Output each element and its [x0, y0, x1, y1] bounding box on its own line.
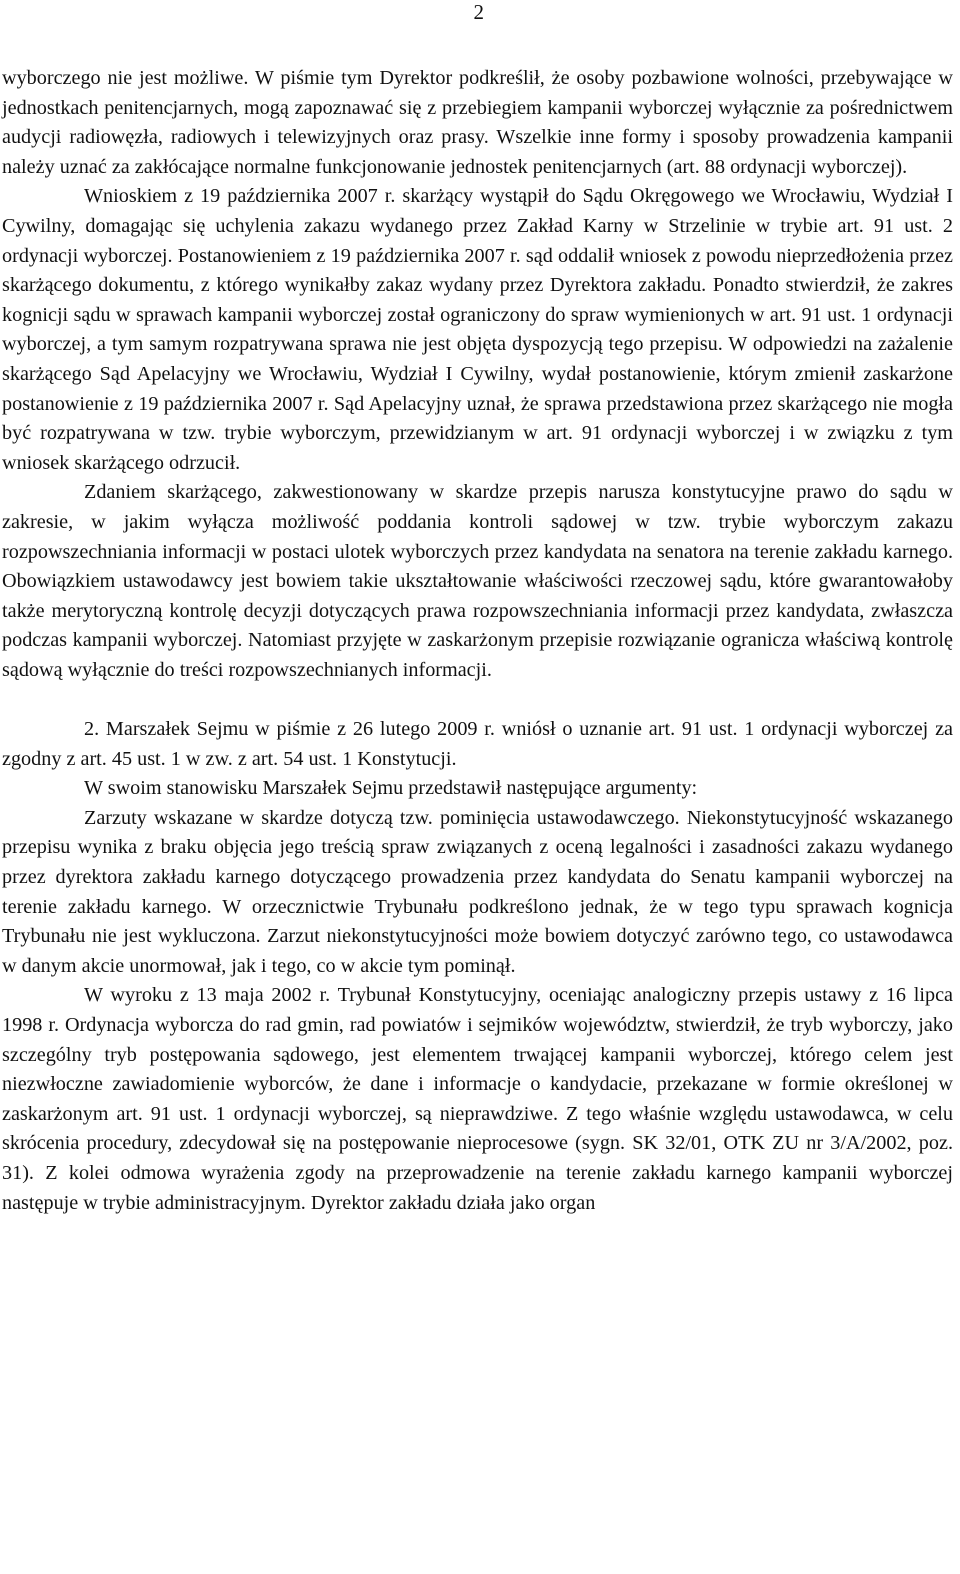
paragraph-tribunal-judgment: W wyroku z 13 maja 2002 r. Trybunał Konstytucyjny, oceniając analogiczny przepis ustawy z 16 lipca 1998 r. Ordynacja wyborcza do rad gmin, rad powiatów i sejmików województw, stwierdził, że tryb wyborczy, jako szczególny tryb postępowania sądowego, jest elementem trwającej kampanii wyborczej, którego celem jest niezwłoczne zawiadomienie wyborców, że dane i informacje o kandydacie, przekazane w formie określonej w zaskarżonym art. 91 ust. 1 ordynacji wyborczej, są nieprawdziwe. Z tego właśnie względu ustawodawca, w celu skrócenia procedury, zdecydował się na postępowanie nieprocesowe (sygn. SK 32/01, OTK ZU nr 3/A/2002, poz. 31). Z kolei odmowa wyrażenia zgody na przeprowadzenie na terenie zakładu karnego kampanii wyborczej następuje w trybie administracyjnym. Dyrektor zakładu działa jako organ [2, 984, 953, 1214]
paragraph-continuation: wyborczego nie jest możliwe. W piśmie tym Dyrektor podkreślił, że osoby pozbawione wolności, przebywające w jednostkach penitencjarnych, mogą zapoznawać się z przebiegiem kampanii wyborczej wyłącznie za pośrednictwem audycji radiowęzła, radiowych i telewizyjnych oraz prasy. Wszelkie inne formy i sposoby prowadzenia kampanii należy uznać za zakłócające normalne funkcjonowanie jednostek penitencjarnych (art. 88 ordynacji wyborczej). [2, 67, 953, 178]
page-number: 2 [473, 0, 484, 24]
document-body [2, 64, 953, 1218]
paragraph-legislative-omission: Zarzuty wskazane w skardze dotyczą tzw. pominięcia ustawodawczego. Niekonstytucyjność wskazanego przepisu wynika z braku objęcia jego treścią spraw związanych z oceną legalności i zasadności zakazu wydanego przez dyrektora zakładu karnego dotyczącego prowadzenia przez kandydata do Senatu kampanii wyborczej na terenie zakładu karnego. W orzecznictwie Trybunału podkreślono jednak, że w tego typu sprawach kognicja Trybunału nie jest wykluczona. Zarzut niekonstytucyjności może bowiem dotyczyć zarówno tego, co ustawodawca w danym akcie unormował, jak i tego, co w akcie tym pominął. [2, 806, 953, 977]
paragraph-marshal-arguments-intro: W swoim stanowisku Marszałek Sejmu przedstawił następujące argumenty: [84, 777, 698, 800]
paragraph-complaint-history: Wnioskiem z 19 października 2007 r. skarżący wystąpił do Sądu Okręgowego we Wrocławiu, Wydział I Cywilny, domagając się uchylenia zakazu wydanego przez Zakład Karny w Strzelinie w trybie art. 91 ust. 2 ordynacji wyborczej. Postanowieniem z 19 października 2007 r. sąd oddalił wniosek z powodu nieprzedłożenia przez skarżącego dokumentu, z którego wynikałby zakaz wydany przez Dyrektora zakładu. Ponadto stwierdził, że zakres kognicji sądu w sprawach kampanii wyborczej został ograniczony do spraw wymienionych w art. 91 ust. 1 ordynacji wyborczej, a tym samym rozpatrywana sprawa nie jest objęta dyspozycją tego przepisu. W odpowiedzi na zażalenie skarżącego Sąd Apelacyjny we Wrocławiu, Wydział I Cywilny, wydał postanowienie, którym zmienił zaskarżone postanowienie z 19 października 2007 r. Sąd Apelacyjny uznał, że sprawa przedstawiona przez skarżącego nie mogła być rozpatrywana w tzw. trybie wyborczym, przewidzianym w art. 91 ordynacji wyborczej i w związku z tym wniosek skarżącego odrzucił. [2, 185, 953, 474]
paragraph-complainant-view: Zdaniem skarżącego, zakwestionowany w skardze przepis narusza konstytucyjne prawo do sądu w zakresie, w jakim wyłącza możliwość poddania kontroli sądowej w tzw. trybie wyborczym zakazu rozpowszechniania informacji w postaci ulotek wyborczych przez kandydata na senatora na terenie zakładu karnego. Obowiązkiem ustawodawcy jest bowiem takie ukształtowanie właściwości rzeczowej sądu, które gwarantowałoby także merytoryczną kontrolę decyzji dotyczących prawa rozpowszechniania informacji przez kandydata, zwłaszcza podczas kampanii wyborczej. Natomiast przyjęte w zaskarżonym przepisie rozwiązanie ogranicza właściwą kontrolę sądową wyłącznie do treści rozpowszechnianych informacji. [2, 481, 953, 681]
paragraph-marshal-motion: 2. Marszałek Sejmu w piśmie z 26 lutego 2009 r. wniósł o uznanie art. 91 ust. 1 ordynacji wyborczej za zgodny z art. 45 ust. 1 w zw. z art. 54 ust. 1 Konstytucji. [2, 718, 953, 770]
